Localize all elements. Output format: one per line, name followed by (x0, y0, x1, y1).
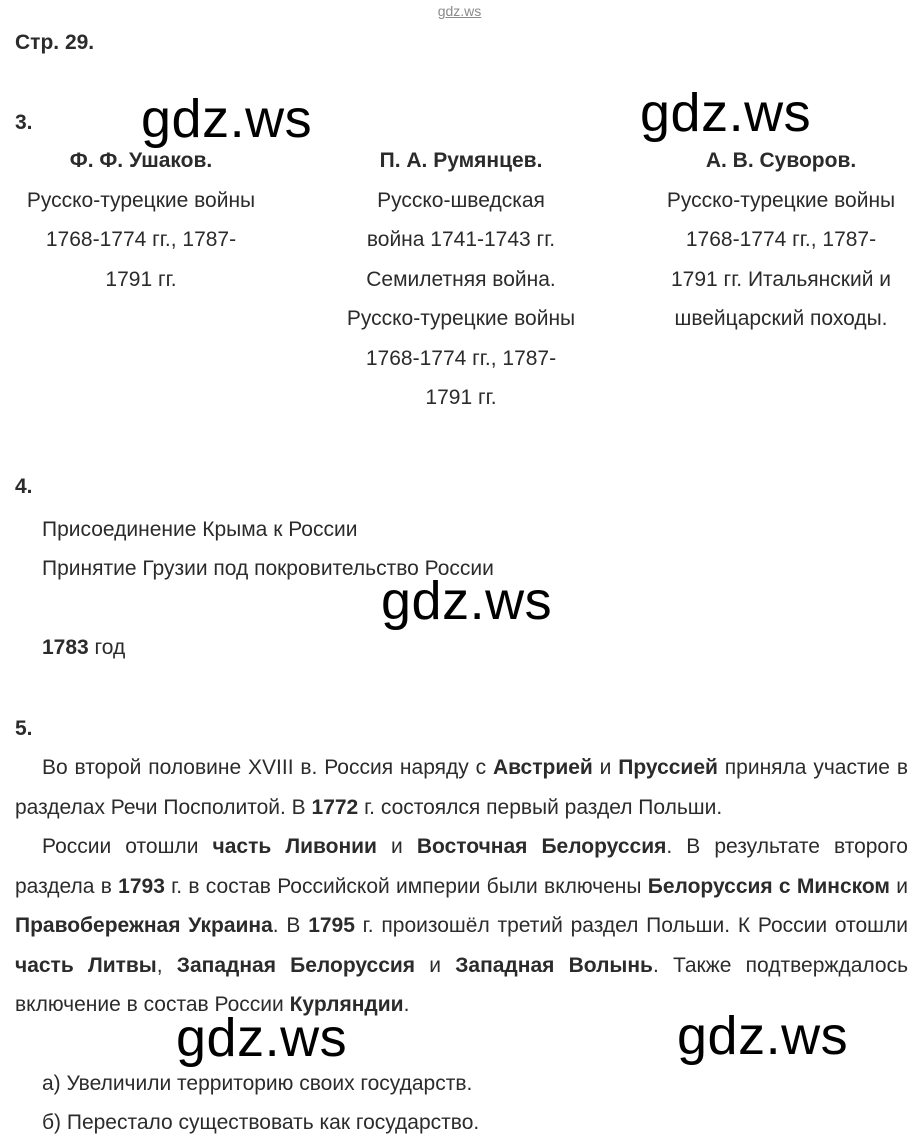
commander-name: Ф. Ф. Ушаков. (69, 149, 213, 172)
text-run: , (156, 953, 177, 977)
text-run: и (376, 835, 417, 858)
column-line: 1791 гг. (425, 386, 497, 409)
task-5-paragraph (15, 827, 908, 1025)
task-4-number: 4. (15, 475, 33, 498)
column-line: 1768-1774 гг., 1787- (365, 346, 557, 370)
text-run: . (403, 993, 410, 1016)
text-run: и (592, 756, 619, 779)
text-run: . В результате второго раздела в (15, 835, 908, 898)
bold-term: Правобережная Украина (15, 914, 273, 937)
bold-term: часть Ливонии (212, 835, 377, 858)
bold-term: Западная Волынь (455, 953, 653, 977)
column-ushakov (0, 141, 282, 299)
text-run: . Также подтверждалось включение в состав России (15, 953, 909, 1016)
watermark: gdz.ws (381, 571, 553, 631)
watermark: gdz.ws (640, 83, 812, 143)
bold-term: 1795 (308, 914, 355, 937)
bold-term: Западная Белоруссия (176, 953, 416, 977)
column-line: 1768-1774 гг., 1787- (45, 228, 237, 251)
column-line: 1791 гг. (105, 267, 177, 291)
bold-term: 1772 (311, 795, 359, 819)
text-run: г. в состав Российской империи были включены (164, 874, 648, 898)
task-5-text (15, 748, 908, 1025)
year-suffix: год (88, 636, 126, 659)
text-run: России отошли (42, 835, 213, 858)
task-4-line: Принятие Грузии под покровительство России (42, 557, 494, 580)
task-5-paragraph (15, 748, 908, 827)
bold-term: Пруссией (618, 756, 718, 779)
bold-term: 1793 (118, 874, 165, 898)
watermark: gdz.ws (176, 1008, 348, 1068)
task-5-number: 5. (15, 717, 33, 740)
column-line: Русско-турецкие войны (26, 188, 256, 212)
top-watermark: gdz.ws (437, 3, 482, 19)
answer-a: а) Увеличили территорию своих государств. (42, 1072, 473, 1095)
bold-term: Австрией (492, 756, 593, 779)
column-line: Семилетняя война. (366, 267, 556, 291)
column-line: Русско-турецкие войны (346, 307, 576, 330)
text-run: приняла участие в разделах Речи Посполитой. В (15, 756, 908, 819)
bold-term: Белоруссия с Минском (647, 874, 890, 898)
column-suvorov (640, 141, 919, 339)
column-line: война 1741-1743 гг. (366, 228, 556, 251)
commander-name: П. А. Румянцев. (379, 149, 543, 172)
column-rumyantsev (318, 141, 604, 418)
text-run: и (889, 874, 908, 898)
task-4-year (42, 628, 125, 668)
watermark: gdz.ws (677, 1006, 849, 1066)
column-line: Русско-шведская (377, 188, 545, 212)
year-value: 1783 (42, 636, 89, 659)
commander-name: А. В. Суворов. (705, 149, 857, 172)
bold-term: Восточная Белоруссия (416, 835, 667, 858)
text-run: г. состоялся первый раздел Польши. (358, 795, 723, 819)
task-3-number: 3. (15, 111, 33, 134)
watermark: gdz.ws (141, 89, 313, 149)
text-run: . В (272, 914, 309, 937)
text-run: и (415, 953, 456, 977)
answer-b: б) Перестало существовать как государство. (42, 1111, 480, 1134)
column-line: 1791 гг. Итальянский и (670, 267, 891, 291)
column-line: швейцарский походы. (674, 307, 888, 330)
text-run: г. произошёл третий раздел Польши. К России отошли (354, 914, 908, 937)
column-line: 1768-1774 гг., 1787- (685, 228, 877, 251)
column-line: Русско-турецкие войны (666, 188, 896, 212)
bold-term: часть Литвы (15, 953, 157, 977)
page-reference: Стр. 29. (15, 31, 95, 54)
text-run: Во второй половине XVIII в. Россия наряду с (42, 756, 493, 779)
task-4-line: Присоединение Крыма к России (42, 518, 358, 541)
bold-term: Курляндии (289, 993, 404, 1016)
